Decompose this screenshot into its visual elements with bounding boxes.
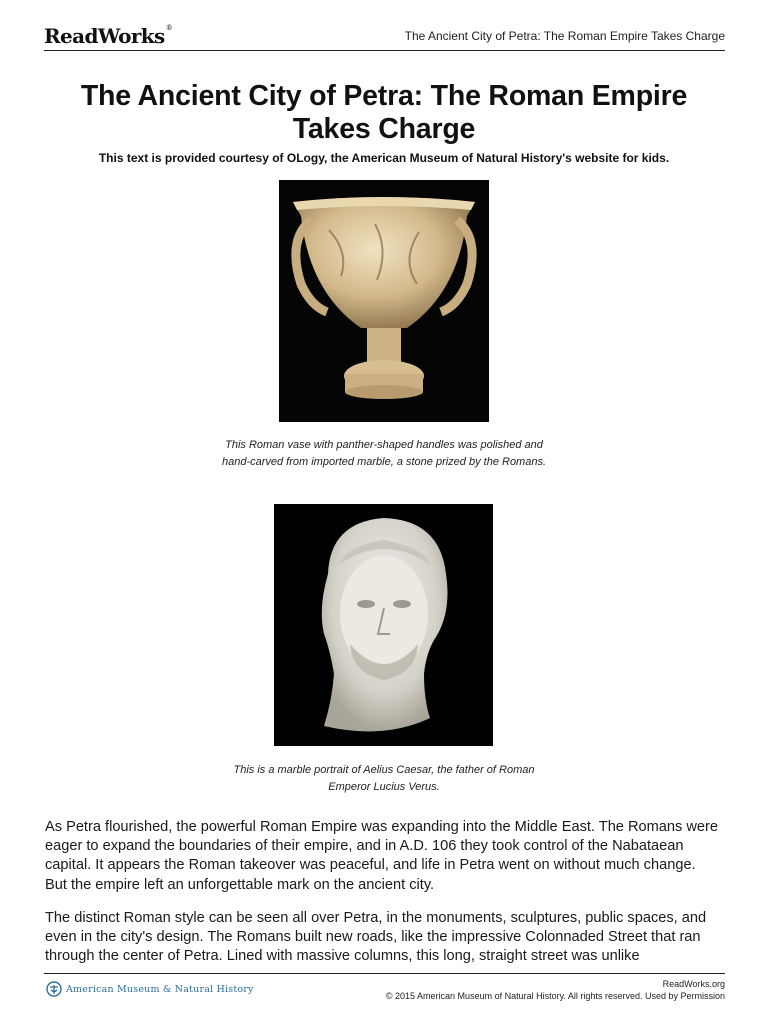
footer-copyright: © 2015 American Museum of Natural History. All rights reserved. Used by Permission xyxy=(385,991,725,1001)
amnh-emblem-icon xyxy=(46,981,62,997)
registered-mark: ® xyxy=(165,24,173,32)
footer-divider xyxy=(44,973,725,974)
article-title: The Ancient City of Petra: The Roman Empire Takes Charge xyxy=(80,80,688,145)
amnh-name: American Museum & Natural History xyxy=(66,983,254,995)
vase-caption: This Roman vase with panther-shaped handles was polished and hand-carved from imported marble, a stone prized by the Romans. xyxy=(221,439,547,468)
footer-site: ReadWorks.org xyxy=(662,979,725,989)
header-document-title: The Ancient City of Petra: The Roman Empire Takes Charge xyxy=(404,29,725,43)
courtesy-note: This text is provided courtesy of OLogy, the American Museum of Natural History's website for kids. xyxy=(98,151,670,165)
readworks-logo[interactable]: ReadWorks® xyxy=(44,24,173,48)
roman-vase-photo xyxy=(279,180,489,422)
footer-credits xyxy=(386,978,725,1002)
body-paragraph: As Petra flourished, the powerful Roman Empire was expanding into the Middle East. The Romans were eager to expand the boundaries of their empire, and in A.D. 106 they took control of the Nabataean capital. It appears the Roman takeover was peaceful, and life in Petra went on without much change. But the empire left an unforgettable mark on the ancient city. xyxy=(45,819,719,893)
bust-caption: This is a marble portrait of Aelius Caesar, the father of Roman Emperor Lucius Verus. xyxy=(233,764,535,793)
amnh-logo xyxy=(46,980,254,998)
page-header xyxy=(44,22,725,51)
body-paragraph: The distinct Roman style can be seen all over Petra, in the monuments, sculptures, public spaces, and even in the city's design. The Romans built new roads, like the impressive Colonnaded Street that ran through the center of Petra. Lined with massive columns, this long, straight street was unlike xyxy=(45,910,707,965)
aelius-caesar-bust-photo xyxy=(274,504,493,746)
